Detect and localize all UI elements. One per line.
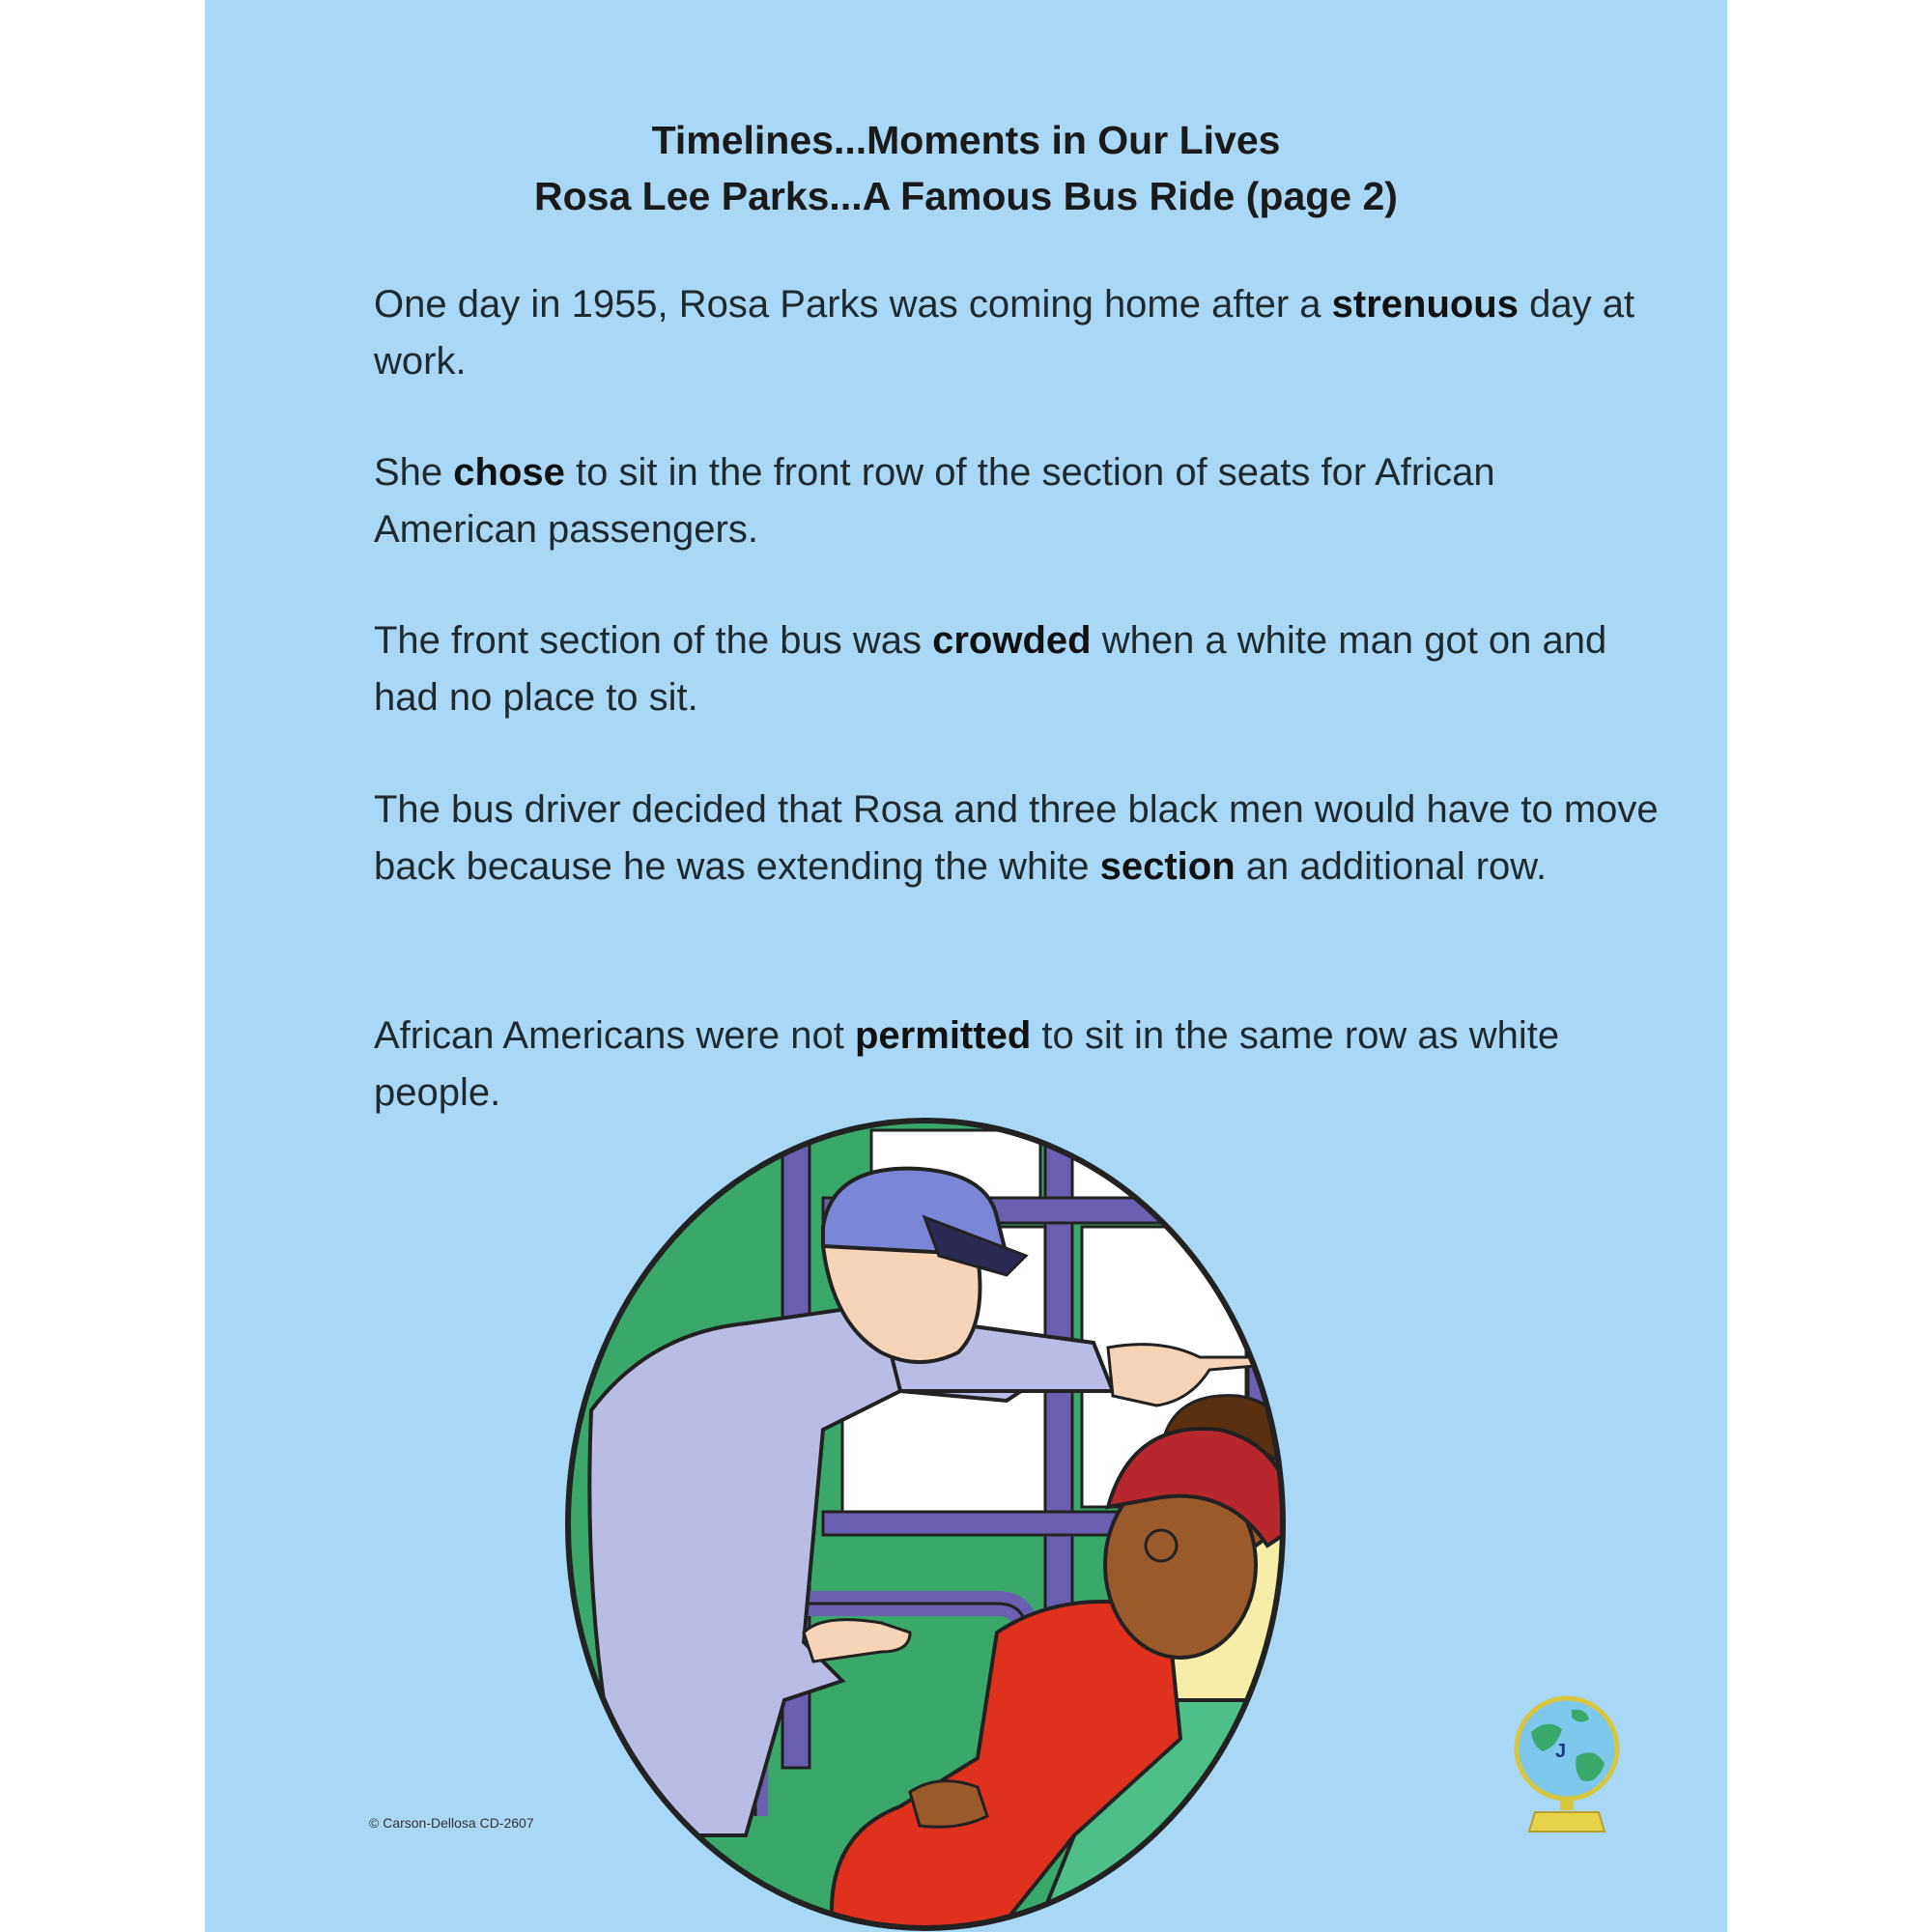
vocab-word: permitted — [855, 1014, 1032, 1057]
rosa-coat — [832, 1602, 1180, 1932]
man-shirt — [1171, 1488, 1306, 1700]
copyright-notice: © Carson-Dellosa CD-2607 — [369, 1815, 534, 1831]
bus-window — [1082, 1227, 1246, 1507]
vocab-word: chose — [453, 451, 565, 494]
rosa-hat — [1108, 1429, 1296, 1546]
pointing-hand — [1108, 1345, 1279, 1406]
rosa-head — [1105, 1472, 1256, 1658]
paragraph-4: The bus driver decided that Rosa and three black men would have to move back because he was extending the white section an additional row. — [374, 788, 1659, 888]
seat-handrail — [755, 1604, 1026, 1816]
vocab-word: strenuous — [1331, 283, 1519, 326]
page-title: Timelines...Moments in Our Lives — [651, 118, 1281, 162]
window-pole — [782, 1130, 810, 1768]
bus-seat — [1036, 1679, 1296, 1932]
paragraph-1: One day in 1955, Rosa Parks was coming home after a strenuous day at work. — [374, 283, 1635, 383]
logo-letter: J — [1555, 1741, 1567, 1762]
window-pole — [1045, 1130, 1072, 1768]
upper-window — [871, 1130, 1040, 1198]
worksheet-page — [205, 0, 1727, 1932]
bus-wall — [562, 1111, 1296, 1932]
driver-uniform — [589, 1304, 1036, 1835]
paragraph-3: The front section of the bus was crowded when a white man got on and had no place to sit. — [374, 619, 1607, 719]
globe-logo-icon — [1504, 1689, 1630, 1843]
vocab-word: crowded — [932, 619, 1092, 662]
page-subtitle: Rosa Lee Parks...A Famous Bus Ride (page 2) — [534, 174, 1398, 218]
paragraph-2: She chose to sit in the front row of the section of seats for African American passengers. — [374, 451, 1495, 551]
vocab-word: section — [1099, 845, 1236, 888]
man-head — [1158, 1401, 1290, 1555]
paragraph-5: African Americans were not permitted to sit in the same row as white people. — [374, 1014, 1560, 1114]
driver-head — [823, 1193, 980, 1362]
driver-cap — [823, 1169, 1007, 1256]
bus-window — [842, 1227, 1050, 1512]
illustration-frame — [568, 1121, 1283, 1928]
